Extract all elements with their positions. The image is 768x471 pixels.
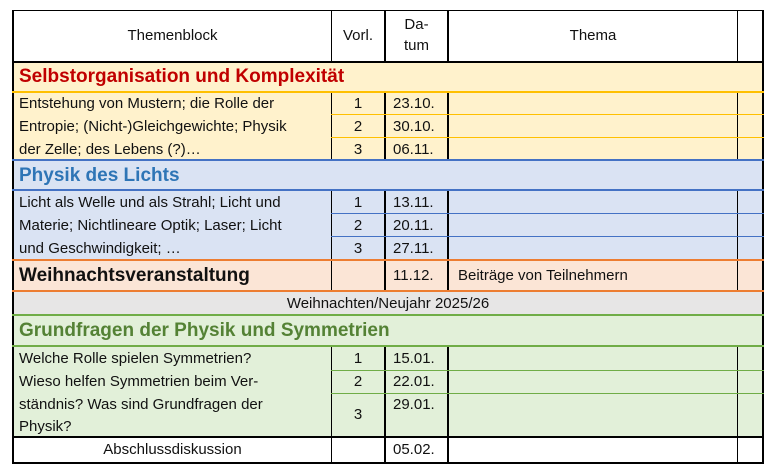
- session-date: 15.01.: [393, 350, 435, 367]
- header-vorl: Vorl.: [342, 27, 373, 44]
- header-datum-2: tum: [403, 37, 429, 54]
- grid-line: [737, 260, 738, 291]
- section1-desc-line: Entstehung von Mustern; die Rolle der: [19, 95, 275, 112]
- session-date: 23.10.: [393, 95, 435, 112]
- session-number: 1: [353, 194, 363, 211]
- session-number: 1: [353, 95, 363, 112]
- session-date: 13.11.: [393, 194, 434, 211]
- session-number: 2: [353, 373, 363, 390]
- section3-title: Weihnachtsveranstaltung: [19, 265, 250, 286]
- grid-line: [384, 92, 386, 160]
- header-thema: Thema: [569, 27, 617, 44]
- grid-line: [447, 92, 449, 160]
- session-topic: Beiträge von Teilnehmern: [458, 267, 628, 284]
- holiday-break: Weihnachten/Neujahr 2025/26: [286, 295, 490, 312]
- header-themenblock: Themenblock: [127, 27, 218, 44]
- session-date: 20.11.: [393, 217, 434, 234]
- section1-desc-line: Entropie; (Nicht-)Gleichgewichte; Physik: [19, 118, 287, 135]
- grid-line: [447, 190, 449, 260]
- section1-desc-line: der Zelle; des Lebens (?)…: [19, 141, 201, 158]
- header-datum-1: Da-: [404, 16, 429, 33]
- section2-border: [12, 189, 764, 191]
- grid-line: [331, 213, 764, 214]
- section4-desc-line: ständnis? Was sind Grundfragen der: [19, 396, 263, 413]
- section2-border: [12, 159, 764, 161]
- session-date: 11.12.: [393, 267, 434, 284]
- section1-border: [12, 91, 764, 93]
- session-number: 3: [353, 240, 363, 257]
- grid-line: [737, 346, 738, 463]
- section4-desc-line: Wieso helfen Symmetrien beim Ver-: [19, 373, 259, 390]
- session-date: 22.01.: [393, 373, 435, 390]
- session-number: 3: [353, 406, 363, 423]
- grid-line: [12, 61, 764, 63]
- grid-line: [12, 10, 764, 11]
- session-number: 1: [353, 350, 363, 367]
- session-number: 2: [353, 217, 363, 234]
- grid-line: [12, 436, 764, 438]
- grid-line: [384, 346, 386, 463]
- section2-title: Physik des Lichts: [19, 165, 180, 186]
- grid-line: [331, 393, 764, 394]
- grid-line: [737, 92, 738, 160]
- final-discussion: Abschlussdiskussion: [103, 441, 242, 458]
- grid-line: [384, 190, 386, 260]
- grid-line: [737, 190, 738, 260]
- section1-title: Selbstorganisation und Komplexität: [19, 66, 345, 87]
- section4-desc-line: Physik?: [19, 418, 72, 435]
- grid-line: [12, 462, 764, 464]
- grid-line: [331, 370, 764, 371]
- session-number: 3: [353, 141, 363, 158]
- session-number: 2: [353, 118, 363, 135]
- grid-line: [447, 260, 449, 291]
- session-date: 05.02.: [393, 441, 435, 458]
- grid-line: [384, 260, 386, 291]
- section2-desc-line: Materie; Nichtlineare Optik; Laser; Licht: [19, 217, 282, 234]
- grid-line: [331, 137, 764, 138]
- grid-line: [737, 10, 738, 62]
- section4-title: Grundfragen der Physik und Symmetrien: [19, 320, 390, 341]
- session-date: 30.10.: [393, 118, 435, 135]
- section2-desc-line: und Geschwindigkeit; …: [19, 240, 181, 257]
- session-date: 29.01.: [393, 396, 435, 413]
- session-date: 06.11.: [393, 141, 434, 158]
- section4-desc-line: Welche Rolle spielen Symmetrien?: [19, 350, 252, 367]
- section2-desc-line: Licht als Welle und als Strahl; Licht und: [19, 194, 281, 211]
- grid-line: [12, 10, 14, 463]
- grid-line: [331, 260, 332, 291]
- section3-border: [12, 290, 764, 292]
- grid-line: [331, 236, 764, 237]
- section4-border: [12, 345, 764, 347]
- section4-border: [12, 314, 764, 316]
- section3-border: [12, 259, 764, 261]
- session-date: 27.11.: [393, 240, 434, 257]
- grid-line: [447, 346, 449, 463]
- grid-line: [331, 114, 764, 115]
